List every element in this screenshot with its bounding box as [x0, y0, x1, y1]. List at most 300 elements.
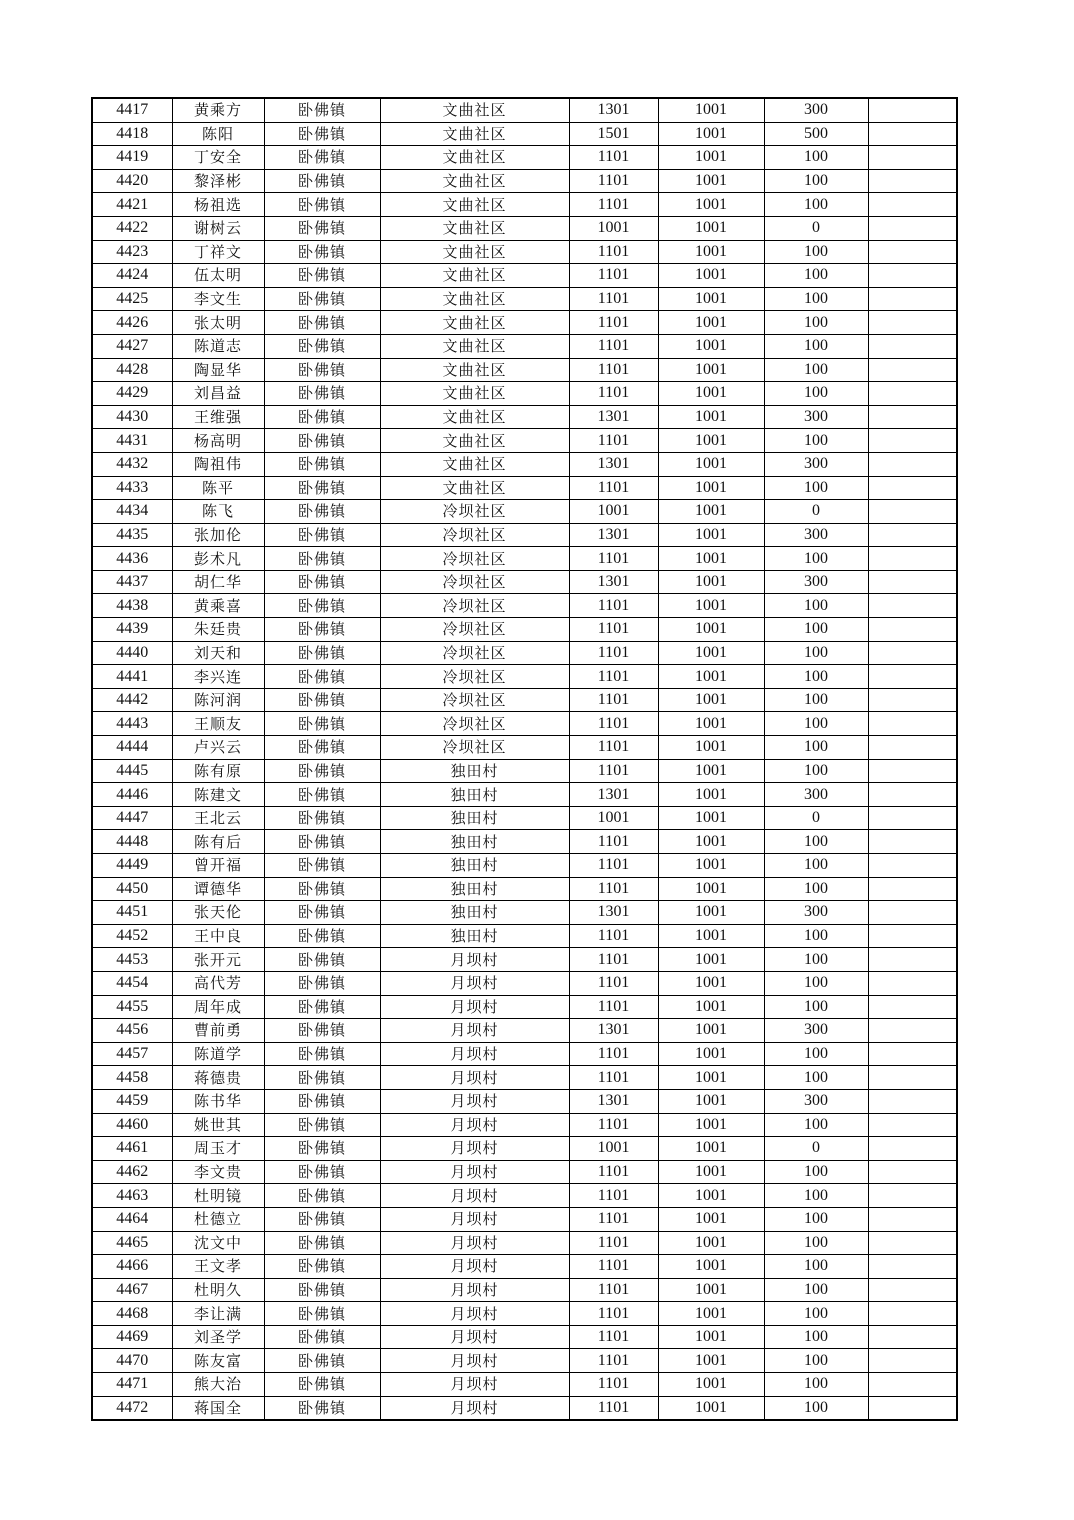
table-row: [92, 948, 957, 972]
name-cell: 李文生: [172, 287, 264, 311]
amount-cell: 100: [764, 736, 868, 760]
code-b-cell: 1001: [658, 452, 764, 476]
remark-cell: [868, 452, 957, 476]
row-number-cell: 4460: [92, 1113, 172, 1137]
code-a-cell: 1101: [569, 429, 658, 453]
row-number-cell: 4445: [92, 759, 172, 783]
name-cell: 黄乘方: [172, 98, 264, 122]
remark-cell: [868, 98, 957, 122]
village-cell: 文曲社区: [380, 334, 569, 358]
name-cell: 蒋德贵: [172, 1066, 264, 1090]
code-a-cell: 1301: [569, 1019, 658, 1043]
village-cell: 月坝村: [380, 1373, 569, 1397]
table-row: [92, 240, 957, 264]
remark-cell: [868, 806, 957, 830]
table-row: [92, 806, 957, 830]
amount-cell: 100: [764, 476, 868, 500]
town-cell: 卧佛镇: [264, 688, 380, 712]
row-number-cell: 4436: [92, 547, 172, 571]
table-row: [92, 1373, 957, 1397]
town-cell: 卧佛镇: [264, 1302, 380, 1326]
table-row: [92, 1113, 957, 1137]
village-cell: 文曲社区: [380, 169, 569, 193]
village-cell: 文曲社区: [380, 193, 569, 217]
code-b-cell: 1001: [658, 287, 764, 311]
table-row: [92, 476, 957, 500]
name-cell: 陈道学: [172, 1042, 264, 1066]
code-a-cell: 1101: [569, 688, 658, 712]
remark-cell: [868, 1089, 957, 1113]
village-cell: 月坝村: [380, 971, 569, 995]
code-a-cell: 1301: [569, 1089, 658, 1113]
remark-cell: [868, 1278, 957, 1302]
name-cell: 沈文中: [172, 1231, 264, 1255]
remark-cell: [868, 429, 957, 453]
row-number-cell: 4438: [92, 594, 172, 618]
row-number-cell: 4453: [92, 948, 172, 972]
name-cell: 曾开福: [172, 854, 264, 878]
remark-cell: [868, 995, 957, 1019]
town-cell: 卧佛镇: [264, 500, 380, 524]
remark-cell: [868, 948, 957, 972]
code-b-cell: 1001: [658, 1207, 764, 1231]
table-row: [92, 358, 957, 382]
row-number-cell: 4428: [92, 358, 172, 382]
code-b-cell: 1001: [658, 948, 764, 972]
name-cell: 李文贵: [172, 1160, 264, 1184]
name-cell: 谢树云: [172, 216, 264, 240]
town-cell: 卧佛镇: [264, 618, 380, 642]
row-number-cell: 4457: [92, 1042, 172, 1066]
village-cell: 月坝村: [380, 1113, 569, 1137]
table-row: [92, 688, 957, 712]
row-number-cell: 4466: [92, 1255, 172, 1279]
row-number-cell: 4451: [92, 901, 172, 925]
code-b-cell: 1001: [658, 500, 764, 524]
village-cell: 文曲社区: [380, 311, 569, 335]
town-cell: 卧佛镇: [264, 783, 380, 807]
code-a-cell: 1301: [569, 901, 658, 925]
code-a-cell: 1101: [569, 1325, 658, 1349]
code-a-cell: 1101: [569, 547, 658, 571]
code-a-cell: 1001: [569, 500, 658, 524]
code-b-cell: 1001: [658, 264, 764, 288]
village-cell: 文曲社区: [380, 476, 569, 500]
row-number-cell: 4433: [92, 476, 172, 500]
code-a-cell: 1101: [569, 287, 658, 311]
table-row: [92, 98, 957, 122]
village-cell: 文曲社区: [380, 146, 569, 170]
name-cell: 高代芳: [172, 971, 264, 995]
code-a-cell: 1301: [569, 570, 658, 594]
code-a-cell: 1101: [569, 1184, 658, 1208]
code-b-cell: 1001: [658, 854, 764, 878]
name-cell: 李让满: [172, 1302, 264, 1326]
code-a-cell: 1301: [569, 523, 658, 547]
remark-cell: [868, 547, 957, 571]
row-number-cell: 4456: [92, 1019, 172, 1043]
code-b-cell: 1001: [658, 1019, 764, 1043]
table-row: [92, 1231, 957, 1255]
table-row: [92, 854, 957, 878]
amount-cell: 100: [764, 358, 868, 382]
town-cell: 卧佛镇: [264, 877, 380, 901]
amount-cell: 100: [764, 193, 868, 217]
code-b-cell: 1001: [658, 1373, 764, 1397]
row-number-cell: 4452: [92, 924, 172, 948]
row-number-cell: 4459: [92, 1089, 172, 1113]
village-cell: 月坝村: [380, 1042, 569, 1066]
name-cell: 刘天和: [172, 641, 264, 665]
row-number-cell: 4443: [92, 712, 172, 736]
remark-cell: [868, 1302, 957, 1326]
amount-cell: 100: [764, 1207, 868, 1231]
code-b-cell: 1001: [658, 523, 764, 547]
name-cell: 张太明: [172, 311, 264, 335]
amount-cell: 300: [764, 783, 868, 807]
code-a-cell: 1101: [569, 1302, 658, 1326]
remark-cell: [868, 311, 957, 335]
amount-cell: 100: [764, 1184, 868, 1208]
village-cell: 文曲社区: [380, 405, 569, 429]
row-number-cell: 4425: [92, 287, 172, 311]
amount-cell: 100: [764, 1349, 868, 1373]
row-number-cell: 4435: [92, 523, 172, 547]
town-cell: 卧佛镇: [264, 641, 380, 665]
name-cell: 丁祥文: [172, 240, 264, 264]
name-cell: 姚世其: [172, 1113, 264, 1137]
town-cell: 卧佛镇: [264, 98, 380, 122]
town-cell: 卧佛镇: [264, 1184, 380, 1208]
code-b-cell: 1001: [658, 382, 764, 406]
amount-cell: 100: [764, 688, 868, 712]
code-a-cell: 1101: [569, 1231, 658, 1255]
table-row: [92, 146, 957, 170]
table-row: [92, 877, 957, 901]
table-row: [92, 1089, 957, 1113]
town-cell: 卧佛镇: [264, 264, 380, 288]
table-row: [92, 995, 957, 1019]
amount-cell: 0: [764, 216, 868, 240]
code-a-cell: 1101: [569, 1373, 658, 1397]
code-a-cell: 1101: [569, 877, 658, 901]
amount-cell: 300: [764, 452, 868, 476]
table-row: [92, 1137, 957, 1161]
amount-cell: 100: [764, 712, 868, 736]
town-cell: 卧佛镇: [264, 1042, 380, 1066]
code-a-cell: 1101: [569, 854, 658, 878]
row-number-cell: 4472: [92, 1396, 172, 1420]
code-b-cell: 1001: [658, 1325, 764, 1349]
remark-cell: [868, 971, 957, 995]
town-cell: 卧佛镇: [264, 1373, 380, 1397]
name-cell: 陈友富: [172, 1349, 264, 1373]
code-b-cell: 1001: [658, 358, 764, 382]
code-b-cell: 1001: [658, 594, 764, 618]
code-a-cell: 1101: [569, 1255, 658, 1279]
remark-cell: [868, 523, 957, 547]
code-a-cell: 1101: [569, 264, 658, 288]
remark-cell: [868, 1160, 957, 1184]
code-b-cell: 1001: [658, 476, 764, 500]
table-row: [92, 405, 957, 429]
village-cell: 独田村: [380, 854, 569, 878]
code-a-cell: 1101: [569, 193, 658, 217]
remark-cell: [868, 594, 957, 618]
code-b-cell: 1001: [658, 1137, 764, 1161]
amount-cell: 100: [764, 287, 868, 311]
amount-cell: 0: [764, 500, 868, 524]
code-b-cell: 1001: [658, 240, 764, 264]
village-cell: 月坝村: [380, 1160, 569, 1184]
remark-cell: [868, 1231, 957, 1255]
remark-cell: [868, 759, 957, 783]
code-a-cell: 1001: [569, 1137, 658, 1161]
remark-cell: [868, 382, 957, 406]
remark-cell: [868, 146, 957, 170]
row-number-cell: 4429: [92, 382, 172, 406]
village-cell: 文曲社区: [380, 429, 569, 453]
code-b-cell: 1001: [658, 783, 764, 807]
row-number-cell: 4431: [92, 429, 172, 453]
amount-cell: 100: [764, 854, 868, 878]
code-b-cell: 1001: [658, 334, 764, 358]
remark-cell: [868, 264, 957, 288]
village-cell: 月坝村: [380, 948, 569, 972]
row-number-cell: 4462: [92, 1160, 172, 1184]
amount-cell: 100: [764, 759, 868, 783]
code-a-cell: 1101: [569, 334, 658, 358]
code-b-cell: 1001: [658, 98, 764, 122]
code-a-cell: 1101: [569, 618, 658, 642]
code-b-cell: 1001: [658, 216, 764, 240]
code-b-cell: 1001: [658, 146, 764, 170]
code-b-cell: 1001: [658, 1184, 764, 1208]
remark-cell: [868, 1325, 957, 1349]
code-a-cell: 1101: [569, 146, 658, 170]
remark-cell: [868, 1137, 957, 1161]
village-cell: 月坝村: [380, 1019, 569, 1043]
code-a-cell: 1101: [569, 830, 658, 854]
table-row: [92, 901, 957, 925]
name-cell: 张天伦: [172, 901, 264, 925]
town-cell: 卧佛镇: [264, 358, 380, 382]
amount-cell: 100: [764, 1373, 868, 1397]
remark-cell: [868, 1255, 957, 1279]
amount-cell: 100: [764, 240, 868, 264]
code-b-cell: 1001: [658, 971, 764, 995]
code-b-cell: 1001: [658, 806, 764, 830]
table-row: [92, 641, 957, 665]
table-row: [92, 452, 957, 476]
table-body: [92, 98, 957, 1420]
code-a-cell: 1101: [569, 311, 658, 335]
code-b-cell: 1001: [658, 1066, 764, 1090]
row-number-cell: 4444: [92, 736, 172, 760]
code-a-cell: 1101: [569, 971, 658, 995]
village-cell: 月坝村: [380, 1137, 569, 1161]
code-b-cell: 1001: [658, 405, 764, 429]
code-a-cell: 1101: [569, 712, 658, 736]
code-a-cell: 1101: [569, 358, 658, 382]
code-b-cell: 1001: [658, 547, 764, 571]
table-row: [92, 523, 957, 547]
code-a-cell: 1101: [569, 1349, 658, 1373]
name-cell: 周玉才: [172, 1137, 264, 1161]
town-cell: 卧佛镇: [264, 1089, 380, 1113]
town-cell: 卧佛镇: [264, 476, 380, 500]
code-a-cell: 1101: [569, 924, 658, 948]
code-a-cell: 1301: [569, 98, 658, 122]
town-cell: 卧佛镇: [264, 594, 380, 618]
code-a-cell: 1101: [569, 169, 658, 193]
town-cell: 卧佛镇: [264, 122, 380, 146]
town-cell: 卧佛镇: [264, 382, 380, 406]
code-a-cell: 1001: [569, 216, 658, 240]
row-number-cell: 4440: [92, 641, 172, 665]
name-cell: 陈有原: [172, 759, 264, 783]
remark-cell: [868, 641, 957, 665]
code-b-cell: 1001: [658, 830, 764, 854]
code-b-cell: 1001: [658, 618, 764, 642]
remark-cell: [868, 665, 957, 689]
table-row: [92, 570, 957, 594]
town-cell: 卧佛镇: [264, 665, 380, 689]
row-number-cell: 4447: [92, 806, 172, 830]
table-row: [92, 334, 957, 358]
code-a-cell: 1101: [569, 665, 658, 689]
code-b-cell: 1001: [658, 122, 764, 146]
code-b-cell: 1001: [658, 1042, 764, 1066]
code-b-cell: 1001: [658, 1278, 764, 1302]
code-a-cell: 1101: [569, 382, 658, 406]
code-b-cell: 1001: [658, 877, 764, 901]
amount-cell: 300: [764, 523, 868, 547]
amount-cell: 300: [764, 405, 868, 429]
row-number-cell: 4446: [92, 783, 172, 807]
row-number-cell: 4450: [92, 877, 172, 901]
name-cell: 陈平: [172, 476, 264, 500]
remark-cell: [868, 334, 957, 358]
row-number-cell: 4470: [92, 1349, 172, 1373]
village-cell: 文曲社区: [380, 264, 569, 288]
code-a-cell: 1101: [569, 1396, 658, 1420]
code-a-cell: 1101: [569, 995, 658, 1019]
town-cell: 卧佛镇: [264, 1255, 380, 1279]
code-a-cell: 1301: [569, 783, 658, 807]
code-a-cell: 1301: [569, 452, 658, 476]
code-b-cell: 1001: [658, 1231, 764, 1255]
name-cell: 谭德华: [172, 877, 264, 901]
code-a-cell: 1101: [569, 1113, 658, 1137]
amount-cell: 100: [764, 877, 868, 901]
name-cell: 王北云: [172, 806, 264, 830]
village-cell: 月坝村: [380, 1396, 569, 1420]
remark-cell: [868, 500, 957, 524]
remark-cell: [868, 193, 957, 217]
amount-cell: 100: [764, 1325, 868, 1349]
remark-cell: [868, 358, 957, 382]
village-cell: 独田村: [380, 806, 569, 830]
village-cell: 文曲社区: [380, 358, 569, 382]
code-b-cell: 1001: [658, 736, 764, 760]
town-cell: 卧佛镇: [264, 287, 380, 311]
name-cell: 陈河润: [172, 688, 264, 712]
amount-cell: 100: [764, 1066, 868, 1090]
amount-cell: 100: [764, 1278, 868, 1302]
remark-cell: [868, 924, 957, 948]
row-number-cell: 4439: [92, 618, 172, 642]
table-row: [92, 547, 957, 571]
row-number-cell: 4465: [92, 1231, 172, 1255]
village-cell: 独田村: [380, 783, 569, 807]
amount-cell: 100: [764, 382, 868, 406]
village-cell: 冷坝社区: [380, 688, 569, 712]
village-cell: 冷坝社区: [380, 523, 569, 547]
code-a-cell: 1101: [569, 240, 658, 264]
name-cell: 杨高明: [172, 429, 264, 453]
remark-cell: [868, 1396, 957, 1420]
name-cell: 陶显华: [172, 358, 264, 382]
village-cell: 文曲社区: [380, 382, 569, 406]
amount-cell: 100: [764, 995, 868, 1019]
town-cell: 卧佛镇: [264, 736, 380, 760]
amount-cell: 100: [764, 1113, 868, 1137]
village-cell: 文曲社区: [380, 240, 569, 264]
name-cell: 丁安全: [172, 146, 264, 170]
town-cell: 卧佛镇: [264, 806, 380, 830]
amount-cell: 0: [764, 1137, 868, 1161]
table-row: [92, 1184, 957, 1208]
amount-cell: 100: [764, 1396, 868, 1420]
row-number-cell: 4441: [92, 665, 172, 689]
row-number-cell: 4469: [92, 1325, 172, 1349]
remark-cell: [868, 216, 957, 240]
town-cell: 卧佛镇: [264, 311, 380, 335]
amount-cell: 100: [764, 264, 868, 288]
row-number-cell: 4454: [92, 971, 172, 995]
code-b-cell: 1001: [658, 1396, 764, 1420]
remark-cell: [868, 287, 957, 311]
name-cell: 陈飞: [172, 500, 264, 524]
name-cell: 杨祖选: [172, 193, 264, 217]
name-cell: 卢兴云: [172, 736, 264, 760]
amount-cell: 100: [764, 547, 868, 571]
remark-cell: [868, 618, 957, 642]
name-cell: 胡仁华: [172, 570, 264, 594]
village-cell: 月坝村: [380, 1184, 569, 1208]
table-row: [92, 264, 957, 288]
amount-cell: 100: [764, 665, 868, 689]
table-row: [92, 1019, 957, 1043]
code-b-cell: 1001: [658, 759, 764, 783]
village-cell: 月坝村: [380, 1066, 569, 1090]
amount-cell: 300: [764, 98, 868, 122]
village-cell: 月坝村: [380, 1231, 569, 1255]
row-number-cell: 4418: [92, 122, 172, 146]
amount-cell: 300: [764, 1089, 868, 1113]
name-cell: 杜德立: [172, 1207, 264, 1231]
table-row: [92, 429, 957, 453]
name-cell: 陈建文: [172, 783, 264, 807]
table-row: [92, 971, 957, 995]
table-row: [92, 1278, 957, 1302]
amount-cell: 100: [764, 169, 868, 193]
name-cell: 李兴连: [172, 665, 264, 689]
remark-cell: [868, 877, 957, 901]
row-number-cell: 4432: [92, 452, 172, 476]
town-cell: 卧佛镇: [264, 452, 380, 476]
